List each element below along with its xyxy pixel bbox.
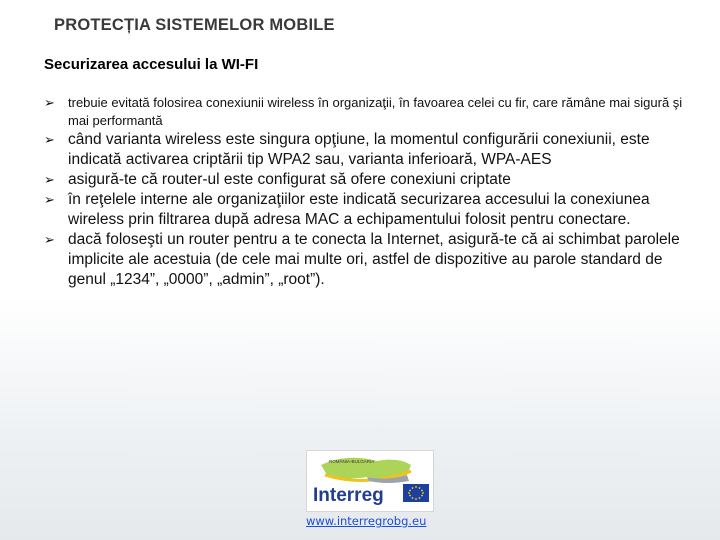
interreg-logo <box>306 450 434 512</box>
list-item-text: trebuie evitată folosirea conexiunii wireless în organizaţii, în favoarea celei cu fir, care rămâne mai sigură şi mai performantă <box>68 95 683 128</box>
arrow-bullet-icon: ➢ <box>44 232 55 247</box>
list-item <box>44 230 684 290</box>
interreg-logo-graphic <box>307 451 433 511</box>
arrow-bullet-icon: ➢ <box>44 192 55 207</box>
website-link[interactable]: www.interregrobg.eu <box>306 514 427 528</box>
list-item <box>44 130 684 170</box>
list-item <box>44 170 684 190</box>
list-item-text: când varianta wireless este singura opţiune, la momentul configurării conexiunii, este indicată activarea criptării tip WPA2 sau, varianta inferioară, WPA-AES <box>68 131 650 168</box>
bullet-list <box>44 94 684 290</box>
list-item-text: dacă foloseşti un router pentru a te conecta la Internet, asigură-te că ai schimbat parolele implicite ale acestuia (de cele mai multe ori, astfel de dispozitive au parole standard de genul „1234”, „0000”, „admin”, „root”). <box>68 231 680 288</box>
section-subtitle: Securizarea accesului la WI-FI <box>44 56 259 73</box>
list-item <box>44 94 684 130</box>
arrow-bullet-icon: ➢ <box>44 95 55 110</box>
arrow-bullet-icon: ➢ <box>44 172 55 187</box>
page-title: PROTECȚIA SISTEMELOR MOBILE <box>54 16 335 34</box>
list-item-text: în reţelele interne ale organizaţiilor este indicată securizarea accesului la conexiunea wireless prin filtrarea după adresa MAC a echipamentului folosit pentru conectare. <box>68 191 650 228</box>
arrow-bullet-icon: ➢ <box>44 132 55 147</box>
list-item <box>44 190 684 230</box>
logo-wordmark: Interreg <box>313 485 384 506</box>
logo-small-text: ROMÂNIA-BULGARIA <box>329 459 375 464</box>
list-item-text: asigură-te că router-ul este configurat să ofere conexiuni criptate <box>68 171 511 188</box>
